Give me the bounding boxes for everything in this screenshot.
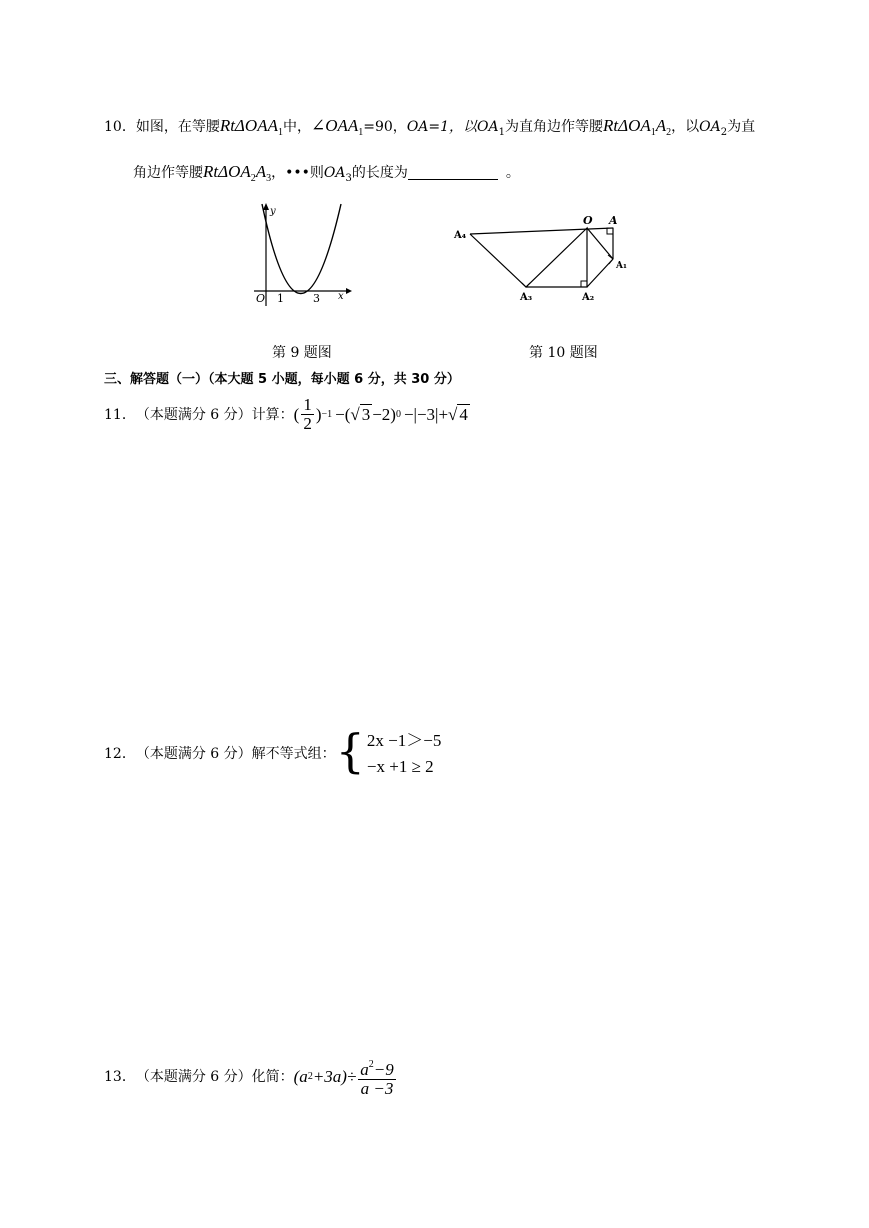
fig10-label-a3: A₃ [520, 292, 533, 303]
q11-prefix: （本题满分 6 分）计算： [135, 406, 294, 423]
q11-fraction: $\frac{1}{2}$ [303, 395, 312, 433]
q13-prefix: （本题满分 6 分）化简： [135, 1069, 294, 1085]
q11-number: 11． [104, 406, 136, 423]
q10-oa-value: OA=1，以 [406, 119, 478, 135]
q10-oa1: $OA_1$ [477, 119, 506, 138]
fig9-origin-label: O [256, 292, 266, 305]
q13-fraction: $\frac{a^2-9}{a -3}$ [358, 1056, 395, 1098]
q10-text-f: 角边作等腰 [133, 165, 203, 181]
fig10-caption: 第 10 题图 [529, 345, 598, 361]
q10-line2 [133, 162, 520, 189]
q10-text-b: 中， [282, 119, 311, 135]
q10-oa2: $OA_2$ [699, 119, 728, 138]
q13-number: 13． [104, 1069, 136, 1085]
fig9-root1-label: 1 [277, 292, 284, 305]
q10-oa3: $OA_3$ [323, 165, 352, 184]
q10-triangle3: $Rt\Delta OA_2A_3$ [203, 162, 272, 184]
figure-10-triangles [450, 212, 650, 308]
q13-expression: (a 2 +3a)÷ $\frac{a^2-9}{a -3}$ [294, 1056, 398, 1098]
q12 [104, 724, 442, 780]
q12-inequality-2: −x +1 ≥ 2 [366, 757, 434, 776]
fig10-label-a: A [609, 214, 618, 227]
fig10-label-a1: A₁ [616, 261, 627, 271]
q10-angle: $\angle OAA_1$ [310, 116, 364, 138]
q10-angle-value: =90， [363, 119, 407, 135]
q11-sqrt4: √ 4 [448, 404, 468, 424]
q11 [104, 396, 470, 433]
q10-triangle2: $Rt\Delta OA_1A_2$ [603, 116, 672, 138]
fig9-caption: 第 9 题图 [272, 345, 332, 361]
fig10-label-o: O [583, 214, 593, 227]
q10-line1 [104, 116, 755, 143]
fig10-label-a4: A₄ [454, 230, 467, 241]
q10-triangle1: RtΔOAA$_1$ [219, 116, 283, 138]
fig9-x-arrow [346, 288, 352, 294]
figure-9-parabola [248, 198, 358, 310]
q10-text-d: ，以 [671, 119, 700, 135]
q10-end-punct: 。 [505, 165, 520, 181]
section-3-heading: 三、解答题（一）（本大题 5 小题，每小题 6 分，共 30 分） [104, 372, 460, 387]
q11-expression: ( $\frac{1}{2}$ ) −1 −( √ 3 −2) 0 −|−3|+ √ 4 [293, 395, 468, 433]
q12-number: 12． [104, 746, 136, 762]
q10-text-e: 为直 [727, 119, 756, 135]
q12-inequality-system: { 2x −1＞−5 −x +1 ≥ 2 [335, 724, 442, 778]
fig10-right-angle-a2 [581, 281, 587, 287]
fig9-y-label: y [270, 206, 276, 217]
q10-answer-blank[interactable] [408, 165, 498, 180]
fig10-o-a1 [587, 228, 613, 259]
q13 [104, 1056, 398, 1098]
fig9-curve [262, 204, 341, 294]
fig10-triangle-outline [470, 228, 587, 287]
q12-inequality-1: 2x −1＞−5 [366, 731, 442, 750]
fig10-label-a2: A₂ [582, 292, 595, 303]
fig10-right-angle-a [607, 228, 613, 234]
q10-text-h: 的长度为 [351, 165, 408, 181]
fig9-y-arrow [263, 203, 269, 210]
q10-text-c: 为直角边作等腰 [505, 119, 604, 135]
fig9-x-label: x [338, 291, 344, 302]
q11-sqrt3: √ 3 [350, 404, 371, 424]
fig9-root2-label: 3 [313, 292, 320, 305]
q10-text-a: 如图，在等腰 [135, 119, 220, 135]
q12-prefix: （本题满分 6 分）解不等式组： [135, 746, 336, 762]
q10-text-g: ，•••则 [271, 165, 324, 181]
q10-number: 10． [104, 119, 136, 135]
